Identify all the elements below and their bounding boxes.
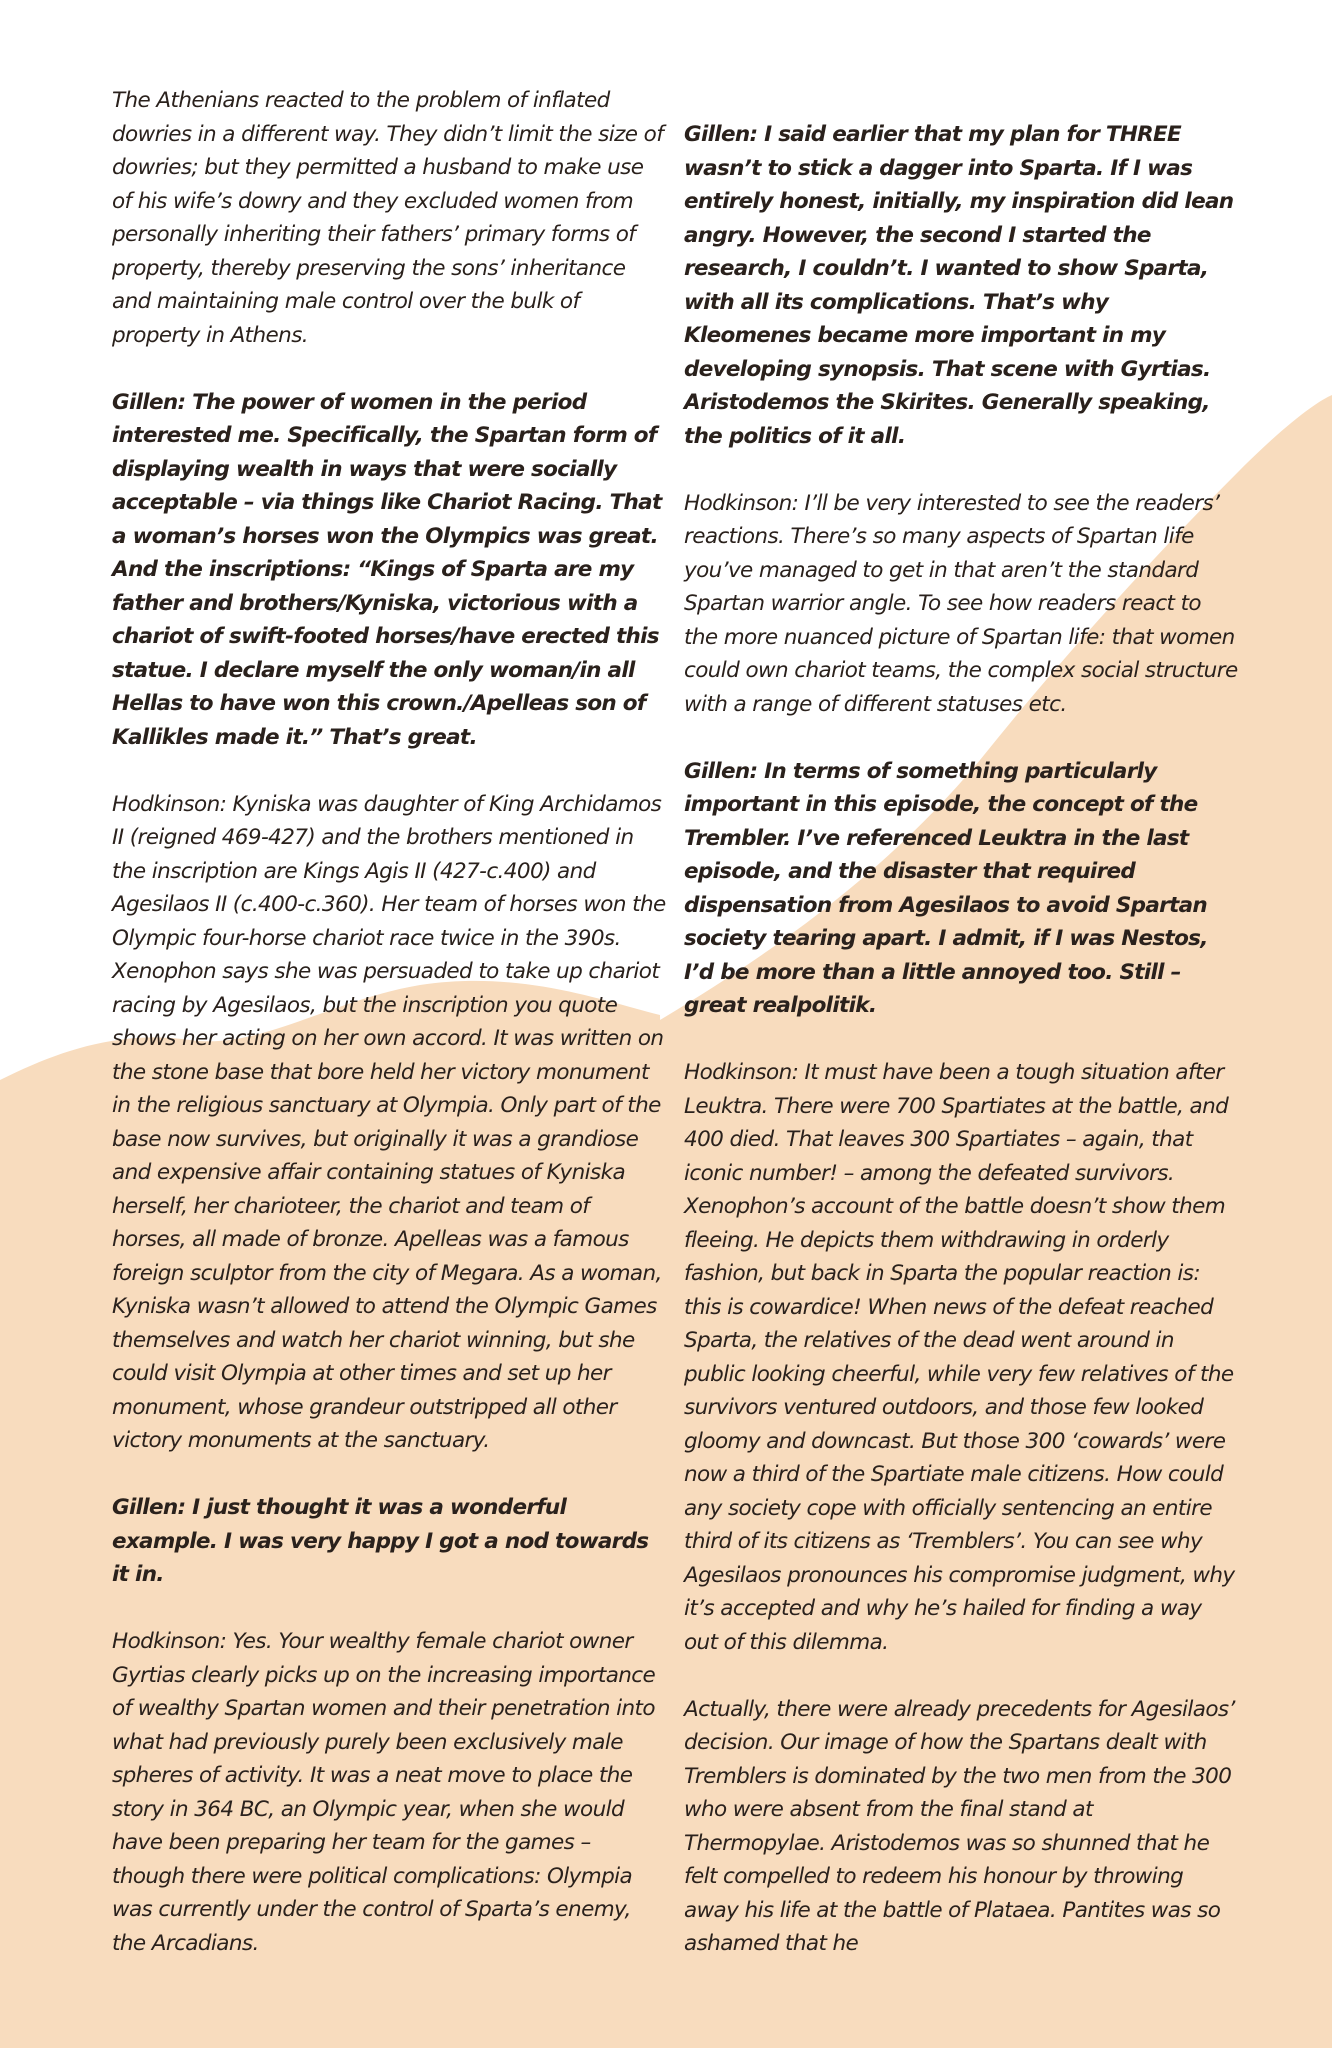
paragraph-hodkinson: Hodkinson: It must have been a tough situation after Leuktra. There were 700 Spartiates at the battle, and 400 died. That leaves 300 Spartiates – again, that iconic number! – among the defeated survivors. Xenophon’s account of the battle doesn’t show them fleeing. He depicts them withdrawing in orderly fashion, but back in Sparta the popular reaction is: this is cowardice! When news of the defeat reached Sparta, the relatives of the dead went around in public looking cheerful, while very few relatives of the survivors ventured outdoors, and those few looked gloomy and downcast. But those 300 ‘cowards’ were now a third of the Spartiate male citizens. How could any society cope with officially sentencing an entire third of its citizens as ‘Tremblers’. You can see why Agesilaos pronounces his compromise judgment, why it’s accepted and why he’s hailed for finding a way out of this dilemma. [684,1060,1235,1655]
paragraph-hodkinson: Hodkinson: Yes. Your wealthy female chariot owner Gyrtias clearly picks up on the increasing importance of wealthy Spartan women and their penetration into what had previously purely been exclusively male spheres of activity. It was a neat move to place the story in 364 BC, an Olympic year, when she would have been preparing her team for the games – though there were political complications: Olympia was currently under the control of Sparta’s enemy, the Arcadians. [112,1629,656,1956]
paragraph-gillen: Gillen: In terms of something particularly important in this episode, the concept of the Trembler. I’ve referenced Leuktra in the last episode, and the disaster that required dispensation from Agesilaos to avoid Spartan society tearing apart. I admit, if I was Nestos, I’d be more than a little annoyed too. Still – great realpolitik. [684,758,1208,1018]
paragraph-narration: Actually, there were already precedents for Agesilaos’ decision. Our image of how the Spartans dealt with Tremblers is dominated by the two men from the 300 who were absent from the final stand at Thermopylae. Aristodemos was so shunned that he felt compelled to redeem his honour by throwing away his life at the battle of Plataea. Pantites was so ashamed that he [684,1696,1235,1956]
paragraph-hodkinson: Hodkinson: Kyniska was daughter of King Archidamos II (reigned 469-427) and the brothers mentioned in the inscription are Kings Agis II (427-c.400) and Agesilaos II (c.400-c.360). Her team of horses won the Olympic four-horse chariot race twice in the 390s. Xenophon says she was persuaded to take up chariot racing by Agesilaos, but the inscription you quote shows her acting on her own accord. It was written on the stone base that bore held her victory monument in the religious sanctuary at Olympia. Only part of the base now survives, but originally it was a grandiose and expensive affair containing statues of Kyniska herself, her charioteer, the chariot and team of horses, all made of bronze. Apelleas was a famous foreign sculptor from the city of Megara. As a woman, Kyniska wasn’t allowed to attend the Olympic Games themselves and watch her chariot winning, but she could visit Olympia at other times and set up her monument, whose grandeur outstripped all other victory monuments at the sanctuary. [112,791,666,1453]
left-column [112,84,667,1994]
paragraph-gillen: Gillen: I said earlier that my plan for THREE wasn’t to stick a dagger into Sparta. If I was entirely honest, initially, my inspiration did lean angry. However, the second I started the research, I couldn’t. I wanted to show Sparta, with all its complications. That’s why Kleomenes became more important in my developing synopsis. That scene with Gyrtias. Aristodemos the Skirites. Generally speaking, the politics of it all. [684,122,1234,449]
paragraph-hodkinson: Hodkinson: I’ll be very interested to see the readers’ reactions. There’s so many aspects of Spartan life you’ve managed to get in that aren’t the standard Spartan warrior angle. To see how readers react to the more nuanced picture of Spartan life: that women could own chariot teams, the complex social structure with a range of different statuses etc. [684,490,1238,717]
paragraph-narration: The Athenians reacted to the problem of inflated dowries in a different way. They didn’t limit the size of dowries; but they permitted a husband to make use of his wife’s dowry and they excluded women from personally inheriting their fathers’ primary forms of property, thereby preserving the sons’ inheritance and maintaining male control over the bulk of property in Athens. [112,88,664,348]
paragraph-gillen: Gillen: The power of women in the period interested me. Specifically, the Spartan form of displaying wealth in ways that were socially acceptable – via things like Chariot Racing. That a woman’s horses won the Olympics was great. And the inscriptions: “Kings of Sparta are my father and brothers/Kyniska, victorious with a chariot of swift-footed horses/have erected this statue. I declare myself the only woman/in all Hellas to have won this crown./Apelleas son of Kallikles made it.” That’s great. [112,389,662,750]
right-column [684,118,1239,1994]
paragraph-gillen: Gillen: I just thought it was a wonderful example. I was very happy I got a nod towards it in. [112,1495,649,1587]
